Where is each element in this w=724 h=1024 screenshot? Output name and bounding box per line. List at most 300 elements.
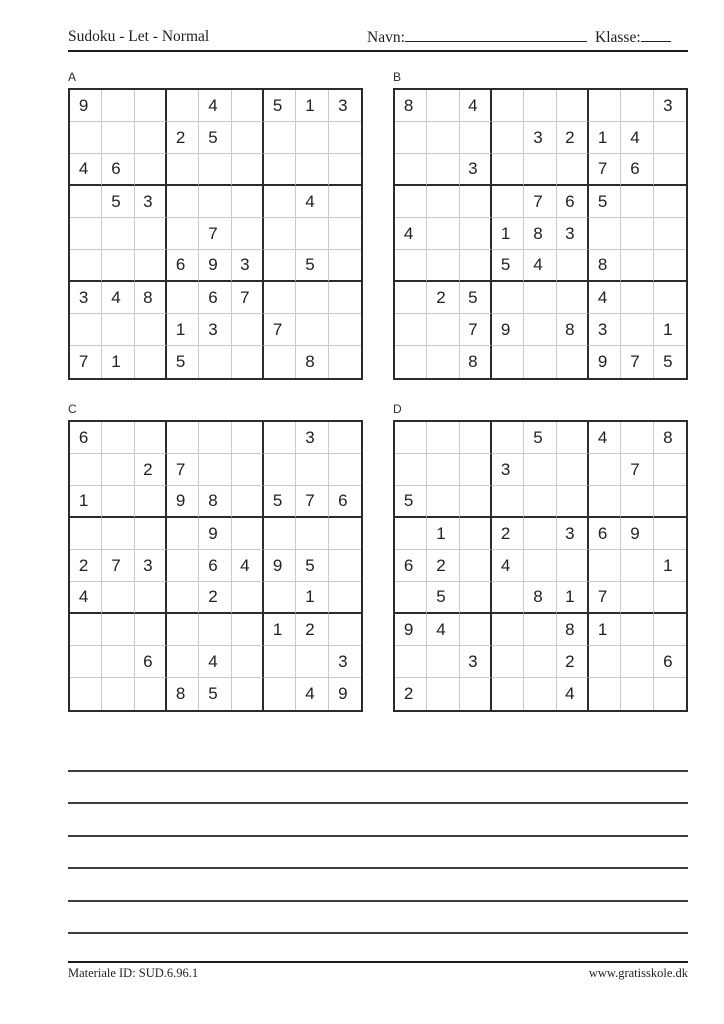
sudoku-cell (427, 646, 459, 678)
sudoku-cell (557, 486, 589, 518)
sudoku-cell (232, 454, 264, 486)
sudoku-cell: 4 (296, 186, 328, 218)
sudoku-cell (492, 422, 524, 454)
sudoku-cell (621, 550, 653, 582)
sudoku-cell (427, 454, 459, 486)
sudoku-cell: 7 (199, 218, 231, 250)
sudoku-cell: 6 (70, 422, 102, 454)
sudoku-cell (654, 678, 686, 710)
sudoku-cell: 2 (427, 550, 459, 582)
sudoku-cell (70, 614, 102, 646)
sudoku-cell (70, 454, 102, 486)
sudoku-cell: 3 (460, 154, 492, 186)
sudoku-cell (621, 678, 653, 710)
sudoku-cell (589, 454, 621, 486)
sudoku-cell (135, 678, 167, 710)
sudoku-cell: 4 (492, 550, 524, 582)
sudoku-cell: 5 (395, 486, 427, 518)
sudoku-cell (621, 582, 653, 614)
sudoku-cell (460, 250, 492, 282)
sudoku-cell: 6 (329, 486, 361, 518)
sudoku-cell (557, 282, 589, 314)
sudoku-cell (296, 218, 328, 250)
sudoku-cell (427, 486, 459, 518)
sudoku-cell: 1 (589, 614, 621, 646)
sudoku-cell: 4 (589, 422, 621, 454)
sudoku-cell (264, 518, 296, 550)
sudoku-cell (395, 314, 427, 346)
sudoku-cell (460, 122, 492, 154)
sudoku-cell (135, 154, 167, 186)
sudoku-cell (232, 186, 264, 218)
sudoku-cell (589, 218, 621, 250)
sudoku-cell: 6 (395, 550, 427, 582)
sudoku-cell: 8 (654, 422, 686, 454)
sudoku-cell (329, 346, 361, 378)
footer-divider (68, 961, 688, 963)
sudoku-cell: 2 (557, 122, 589, 154)
sudoku-cell (199, 614, 231, 646)
puzzle-label-a: A (68, 70, 77, 84)
sudoku-cell (135, 614, 167, 646)
sudoku-cell (102, 250, 134, 282)
sudoku-grid-a (68, 88, 363, 380)
sudoku-cell (654, 282, 686, 314)
sudoku-cell (654, 454, 686, 486)
sudoku-cell (621, 186, 653, 218)
sudoku-cell: 8 (524, 582, 556, 614)
sudoku-cell: 3 (70, 282, 102, 314)
sudoku-cell (492, 186, 524, 218)
sudoku-cell (135, 582, 167, 614)
sudoku-cell (395, 282, 427, 314)
sudoku-cell (135, 486, 167, 518)
sudoku-cell (524, 90, 556, 122)
sudoku-cell (167, 154, 199, 186)
sudoku-cell: 1 (589, 122, 621, 154)
sudoku-cell (329, 582, 361, 614)
sudoku-cell (492, 122, 524, 154)
sudoku-cell (395, 122, 427, 154)
puzzle-label-b: B (393, 70, 402, 84)
sudoku-cell (296, 154, 328, 186)
sudoku-cell (135, 218, 167, 250)
sudoku-cell: 3 (589, 314, 621, 346)
class-label: Klasse: (595, 29, 641, 46)
sudoku-cell (654, 218, 686, 250)
sudoku-cell (427, 346, 459, 378)
sudoku-cell (102, 518, 134, 550)
sudoku-cell (654, 582, 686, 614)
sudoku-cell: 5 (296, 550, 328, 582)
sudoku-cell: 8 (199, 486, 231, 518)
sudoku-cell (264, 582, 296, 614)
sudoku-cell (102, 122, 134, 154)
sudoku-cell: 2 (70, 550, 102, 582)
sudoku-cell: 8 (557, 314, 589, 346)
sudoku-cell: 5 (524, 422, 556, 454)
sudoku-cell: 2 (395, 678, 427, 710)
sudoku-cell: 2 (199, 582, 231, 614)
class-blank-line (641, 28, 671, 42)
website: www.gratisskole.dk (588, 966, 688, 980)
sudoku-cell: 3 (557, 218, 589, 250)
sudoku-cell: 1 (654, 314, 686, 346)
sudoku-cell (557, 90, 589, 122)
sudoku-cell: 5 (264, 90, 296, 122)
sudoku-cell: 3 (232, 250, 264, 282)
sudoku-cell (102, 422, 134, 454)
sudoku-cell (492, 282, 524, 314)
sudoku-cell (167, 518, 199, 550)
sudoku-cell: 5 (492, 250, 524, 282)
answer-line (68, 867, 688, 869)
sudoku-cell: 4 (70, 582, 102, 614)
sudoku-cell (395, 518, 427, 550)
sudoku-cell: 1 (264, 614, 296, 646)
sudoku-cell (395, 250, 427, 282)
sudoku-cell: 4 (296, 678, 328, 710)
sudoku-cell: 3 (460, 646, 492, 678)
sudoku-cell: 9 (589, 346, 621, 378)
name-field (367, 28, 587, 47)
sudoku-cell (621, 90, 653, 122)
sudoku-cell (232, 314, 264, 346)
sudoku-cell: 9 (264, 550, 296, 582)
sudoku-cell (492, 90, 524, 122)
sudoku-cell (264, 346, 296, 378)
sudoku-cell (135, 122, 167, 154)
sudoku-cell (70, 250, 102, 282)
answer-line (68, 900, 688, 902)
sudoku-cell (296, 454, 328, 486)
sudoku-cell (524, 314, 556, 346)
sudoku-cell (395, 186, 427, 218)
sudoku-cell (427, 678, 459, 710)
sudoku-grid-b (393, 88, 688, 380)
sudoku-cell: 8 (135, 282, 167, 314)
sudoku-cell (167, 186, 199, 218)
sudoku-cell: 4 (395, 218, 427, 250)
sudoku-cell: 1 (654, 550, 686, 582)
sudoku-cell: 7 (264, 314, 296, 346)
sudoku-cell (460, 614, 492, 646)
sudoku-cell (492, 614, 524, 646)
sudoku-cell: 3 (329, 646, 361, 678)
sudoku-cell: 3 (135, 550, 167, 582)
sudoku-cell (395, 422, 427, 454)
header-divider (68, 50, 688, 52)
sudoku-cell (232, 582, 264, 614)
sudoku-cell (395, 346, 427, 378)
sudoku-cell: 2 (492, 518, 524, 550)
sudoku-cell (654, 154, 686, 186)
sudoku-cell (329, 186, 361, 218)
sudoku-cell (460, 422, 492, 454)
sudoku-cell: 5 (264, 486, 296, 518)
sudoku-cell (264, 422, 296, 454)
sudoku-cell: 5 (199, 122, 231, 154)
puzzle-label-d: D (393, 402, 402, 416)
sudoku-cell (199, 454, 231, 486)
sudoku-cell (524, 486, 556, 518)
sudoku-cell: 7 (589, 582, 621, 614)
sudoku-cell (232, 218, 264, 250)
sudoku-cell: 6 (199, 550, 231, 582)
sudoku-cell (296, 314, 328, 346)
sudoku-cell: 5 (589, 186, 621, 218)
sudoku-cell (395, 646, 427, 678)
sudoku-cell (621, 422, 653, 454)
sudoku-cell: 7 (232, 282, 264, 314)
sudoku-cell (296, 646, 328, 678)
sudoku-puzzle-b (393, 70, 688, 380)
sudoku-cell (589, 550, 621, 582)
sudoku-cell: 9 (492, 314, 524, 346)
sudoku-cell (264, 646, 296, 678)
sudoku-cell (232, 90, 264, 122)
sudoku-cell (621, 218, 653, 250)
sudoku-cell: 7 (621, 454, 653, 486)
sudoku-cell (135, 314, 167, 346)
sudoku-cell: 2 (427, 282, 459, 314)
sudoku-cell (621, 250, 653, 282)
material-id: Materiale ID: SUD.6.96.1 (68, 966, 199, 980)
sudoku-cell: 3 (557, 518, 589, 550)
sudoku-cell: 3 (654, 90, 686, 122)
sudoku-cell: 5 (167, 346, 199, 378)
sudoku-cell: 4 (621, 122, 653, 154)
sudoku-cell (460, 486, 492, 518)
sudoku-cell (329, 550, 361, 582)
sudoku-cell (524, 282, 556, 314)
sudoku-cell (135, 90, 167, 122)
sudoku-cell (395, 154, 427, 186)
sudoku-cell (524, 154, 556, 186)
sudoku-cell: 7 (102, 550, 134, 582)
sudoku-cell: 5 (427, 582, 459, 614)
sudoku-cell: 6 (199, 282, 231, 314)
sudoku-cell: 6 (102, 154, 134, 186)
sudoku-cell: 7 (524, 186, 556, 218)
sudoku-cell (102, 486, 134, 518)
sudoku-cell (427, 422, 459, 454)
sudoku-cell (395, 454, 427, 486)
sudoku-cell (232, 154, 264, 186)
sudoku-cell (167, 218, 199, 250)
sudoku-cell (557, 454, 589, 486)
sudoku-cell (296, 122, 328, 154)
sudoku-cell (654, 486, 686, 518)
sudoku-cell: 2 (296, 614, 328, 646)
sudoku-cell: 6 (135, 646, 167, 678)
sudoku-cell: 9 (621, 518, 653, 550)
sudoku-cell (296, 282, 328, 314)
sudoku-cell (395, 582, 427, 614)
sudoku-cell: 1 (296, 90, 328, 122)
answer-line (68, 835, 688, 837)
sudoku-cell (654, 518, 686, 550)
sudoku-cell: 8 (460, 346, 492, 378)
sudoku-cell (329, 454, 361, 486)
sudoku-cell (135, 422, 167, 454)
sudoku-cell (199, 154, 231, 186)
sudoku-cell (102, 678, 134, 710)
sudoku-cell: 9 (395, 614, 427, 646)
sudoku-cell: 9 (338, 684, 348, 703)
sudoku-cell (621, 646, 653, 678)
sudoku-cell (232, 122, 264, 154)
sudoku-cell (654, 250, 686, 282)
sudoku-cell: 5 (296, 250, 328, 282)
sudoku-cell (70, 518, 102, 550)
sudoku-cell (167, 614, 199, 646)
sudoku-cell (460, 582, 492, 614)
sudoku-cell: 1 (492, 218, 524, 250)
sudoku-cell (70, 218, 102, 250)
sudoku-cell (167, 422, 199, 454)
sudoku-cell (427, 218, 459, 250)
sudoku-cell (654, 122, 686, 154)
sudoku-puzzle-a (68, 70, 363, 380)
sudoku-cell (460, 454, 492, 486)
sudoku-cell (329, 614, 361, 646)
name-label: Navn: (367, 29, 405, 46)
sudoku-cell (102, 454, 134, 486)
sudoku-cell: 7 (296, 486, 328, 518)
sudoku-cell (264, 250, 296, 282)
sudoku-cell: 3 (296, 422, 328, 454)
sudoku-cell: 5 (102, 186, 134, 218)
sudoku-cell: 7 (589, 154, 621, 186)
sudoku-cell (524, 678, 556, 710)
sudoku-cell (329, 122, 361, 154)
sudoku-cell (427, 314, 459, 346)
sudoku-cell: 4 (199, 646, 231, 678)
sudoku-cell (264, 122, 296, 154)
sudoku-cell: 2 (135, 454, 167, 486)
sudoku-cell (492, 678, 524, 710)
sudoku-puzzle-c (68, 402, 363, 712)
sudoku-cell (70, 678, 102, 710)
sudoku-cell (232, 422, 264, 454)
sudoku-cell (264, 186, 296, 218)
sudoku-cell: 3 (329, 90, 361, 122)
sudoku-cell: 7 (167, 454, 199, 486)
sudoku-cell (654, 186, 686, 218)
sudoku-cell (329, 422, 361, 454)
sudoku-cell: 3 (135, 186, 167, 218)
sudoku-cell (524, 454, 556, 486)
sudoku-cell (102, 614, 134, 646)
sudoku-cell (70, 122, 102, 154)
sudoku-cell (232, 646, 264, 678)
sudoku-cell: 1 (427, 518, 459, 550)
sudoku-cell (492, 646, 524, 678)
sudoku-cell (427, 250, 459, 282)
sudoku-cell: 1 (557, 582, 589, 614)
sudoku-cell (460, 218, 492, 250)
class-field (595, 28, 671, 47)
sudoku-cell (621, 614, 653, 646)
sudoku-cell (589, 646, 621, 678)
sudoku-cell: 9 (199, 518, 231, 550)
answer-lines-area (68, 770, 688, 934)
puzzle-label-c: C (68, 402, 77, 416)
sudoku-cell (524, 614, 556, 646)
sudoku-cell: 4 (232, 550, 264, 582)
sudoku-cell: 6 (654, 646, 686, 678)
sudoku-cell (102, 582, 134, 614)
sudoku-cell: 4 (102, 282, 134, 314)
sudoku-cell: 3 (492, 454, 524, 486)
sudoku-cell (329, 218, 361, 250)
sudoku-cell (329, 314, 361, 346)
sudoku-cell (135, 250, 167, 282)
sudoku-cell (427, 90, 459, 122)
sudoku-cell: 1 (102, 346, 134, 378)
answer-line (68, 770, 688, 772)
sudoku-cell: 9 (167, 486, 199, 518)
sudoku-cell (264, 454, 296, 486)
sudoku-cell (102, 646, 134, 678)
sudoku-cell: 7 (70, 346, 102, 378)
sudoku-cell: 8 (557, 614, 589, 646)
sudoku-grid-c (68, 420, 363, 712)
sudoku-cell: 6 (589, 518, 621, 550)
sudoku-cell (264, 678, 296, 710)
sudoku-cell (232, 486, 264, 518)
sudoku-cell (654, 614, 686, 646)
sudoku-cell (427, 154, 459, 186)
sudoku-cell (492, 154, 524, 186)
sudoku-cell (264, 218, 296, 250)
sudoku-cell (199, 186, 231, 218)
sudoku-cell (232, 518, 264, 550)
sudoku-cell: 5 (460, 282, 492, 314)
sudoku-cell: 2 (557, 646, 589, 678)
sudoku-cell: 5 (199, 678, 231, 710)
sudoku-cell: 3 (524, 122, 556, 154)
sudoku-cell (296, 518, 328, 550)
sudoku-cell: 8 (589, 250, 621, 282)
sudoku-cell: 4 (524, 250, 556, 282)
sudoku-cell (232, 678, 264, 710)
sudoku-cell: 6 (167, 250, 199, 282)
sudoku-cell (264, 282, 296, 314)
sudoku-cell (232, 346, 264, 378)
sudoku-cell: 1 (70, 486, 102, 518)
sudoku-puzzle-d (393, 402, 688, 712)
sudoku-cell (329, 250, 361, 282)
sudoku-cell (167, 646, 199, 678)
sudoku-cell (167, 582, 199, 614)
sudoku-cell (524, 646, 556, 678)
sudoku-cell: 8 (167, 678, 199, 710)
sudoku-cell (135, 346, 167, 378)
sudoku-cell (167, 282, 199, 314)
sudoku-cell (524, 518, 556, 550)
sudoku-cell (427, 186, 459, 218)
sudoku-cell: 4 (460, 90, 492, 122)
sudoku-cell (264, 154, 296, 186)
footer (68, 966, 688, 981)
sudoku-cell (329, 282, 361, 314)
sudoku-cell: 4 (427, 614, 459, 646)
sudoku-cell (492, 582, 524, 614)
sudoku-cell: 1 (167, 314, 199, 346)
sudoku-cell (199, 422, 231, 454)
